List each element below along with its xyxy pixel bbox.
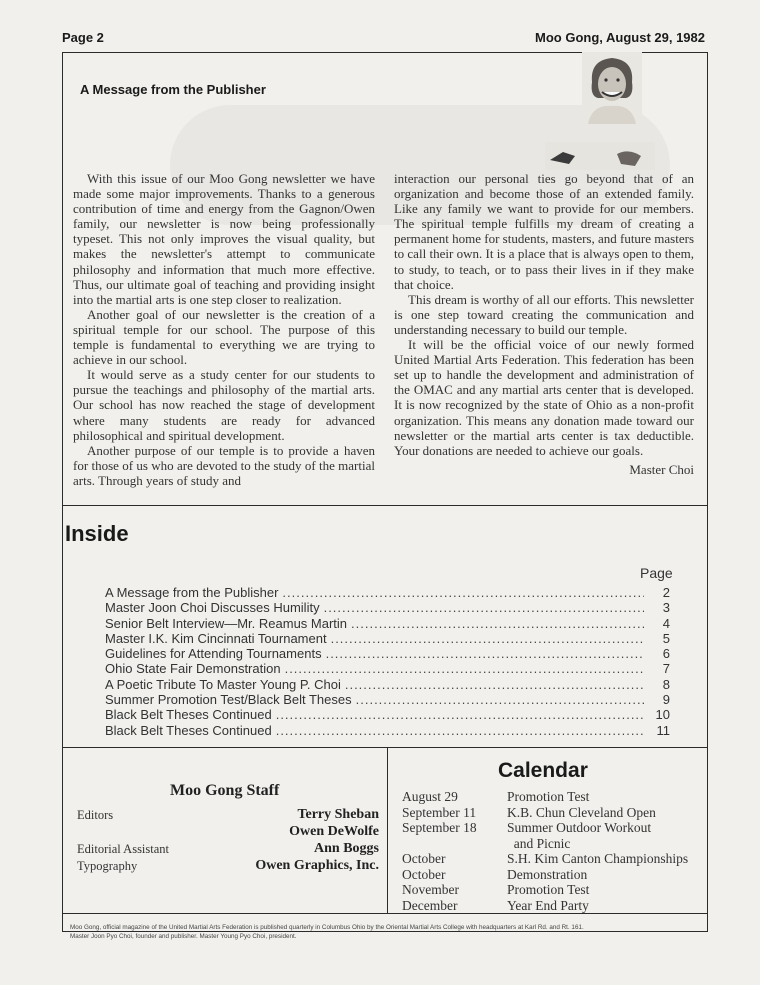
calendar-event	[402, 805, 707, 821]
toc-entry	[105, 631, 670, 646]
toc-entry-title: Ohio State Fair Demonstration	[105, 661, 281, 677]
toc-entry-page: 8	[662, 676, 670, 692]
calendar-event-name: Summer Outdoor Workout	[507, 820, 652, 835]
article-paragraph: Another purpose of our temple is to provide a haven for those of us who are devoted to the study of the martial arts. Through years of study and	[73, 442, 375, 488]
toc-entry-page: 3	[662, 600, 670, 616]
calendar-event	[402, 820, 707, 836]
staff-row	[77, 857, 379, 874]
staff-role: Editorial Assistant	[77, 842, 170, 856]
staff-role: Typography	[77, 859, 138, 873]
calendar-date	[402, 836, 507, 852]
toc-leader-dots	[282, 585, 644, 600]
inside-heading: Inside	[65, 521, 129, 546]
publication-dateline: Moo Gong, August 29, 1982	[535, 30, 705, 45]
toc-entry	[105, 616, 670, 631]
divider-staff-calendar	[387, 747, 388, 913]
toc-entry-title: Summer Promotion Test/Black Belt Theses	[105, 692, 352, 708]
calendar-date: December	[402, 897, 458, 913]
calendar-event-name: S.H. Kim Canton Championships	[507, 851, 689, 866]
calendar-date: September 11	[402, 804, 477, 820]
article-paragraph: Another goal of our newsletter is the creation of a spiritual temple for our school. The purpose of this temple is fundamental to everything we are trying to achieve in our school.	[73, 306, 375, 368]
article-paragraph: interaction our personal ties go beyond that of an organization and become those of an extended family. Like any family we want to provide for our members. The spiritual temple fulfills my dream of creating a permanent home for students, masters, and future masters to call their own. It is a place that is always open to them, to study, to teach, or to pass their lives in if they make that choice.	[394, 171, 694, 292]
staff-names	[255, 857, 379, 874]
staff-row	[77, 806, 379, 840]
toc-entry	[105, 661, 670, 676]
toc-leader-dots	[285, 661, 644, 676]
staff-name: Owen Graphics, Inc.	[255, 858, 379, 873]
article-paragraph: It would serve as a study center for our students to pursue the teachings and philosophy of the martial arts. Our school has now reached the stage of development where many students are ready for advanced philosophical and spiritual development.	[73, 367, 375, 443]
toc-leader-dots	[331, 631, 644, 646]
calendar-event-name: Promotion Test	[507, 882, 590, 897]
staff-name: Ann Boggs	[314, 841, 379, 856]
toc-entry-page: 7	[662, 661, 670, 677]
footer-line: Moo Gong, official magazine of the United Martial Arts Federation is published quarterly in Columbus Ohio by the Oriental Martial Arts College with headquarters at Karl Rd. and Rt. 161.	[70, 924, 584, 931]
toc-entry-title: A Message from the Publisher	[105, 585, 279, 600]
calendar-event-name: Year End Party	[507, 897, 589, 913]
staff-names	[289, 806, 379, 840]
publisher-hands-photo	[545, 142, 655, 170]
toc-entry-page: 11	[656, 722, 670, 738]
calendar-event-name: K.B. Chun Cleveland Open	[507, 804, 656, 820]
article-column-right	[394, 171, 694, 477]
staff-name: Owen DeWolfe	[289, 824, 379, 839]
divider-inside-bottom	[62, 747, 708, 748]
staff-row	[77, 840, 379, 857]
toc-leader-dots	[326, 646, 644, 661]
toc-entry	[105, 707, 670, 722]
toc-entry-page: 2	[662, 585, 670, 600]
article-title: A Message from the Publisher	[80, 82, 266, 97]
staff-list	[77, 806, 379, 874]
toc-entry	[105, 677, 670, 692]
staff-heading: Moo Gong Staff	[170, 782, 280, 799]
calendar-event	[402, 851, 707, 867]
toc-entry	[105, 646, 670, 661]
divider-footer	[62, 913, 708, 914]
calendar-heading: Calendar	[498, 759, 588, 782]
calendar-event	[402, 898, 707, 914]
divider-article-inside	[62, 505, 708, 506]
toc-entry	[105, 723, 670, 738]
toc-leader-dots	[356, 692, 644, 707]
article-paragraph: This dream is worthy of all our efforts. This newsletter is one step toward creating the communication and understanding necessary to build our temple.	[394, 291, 694, 337]
page-number: Page 2	[62, 30, 104, 45]
calendar-date: October	[402, 851, 446, 866]
toc-entry-page: 10	[655, 707, 670, 723]
toc-entry-title: Master Joon Choi Discusses Humility	[105, 600, 320, 616]
toc-entry-title: Senior Belt Interview—Mr. Reamus Martin	[105, 615, 348, 631]
article-paragraph: With this issue of our Moo Gong newsletter we have made some major improvements. Thanks to a generous contribution of time and energy from the Gagnon/Owen family, our newsletter is now being professionally typeset. This not only improves the visual quality, but makes the newsletter's attempt to communicate philosophy and information that much more effective. Thus, our ultimate goal of teaching and providing insight into the martial arts is one step closer to realization.	[73, 171, 375, 307]
staff-name: Terry Sheban	[297, 807, 379, 822]
footer-line: Master Joon Pyo Choi, founder and publisher. Master Young Pyo Choi, president.	[70, 933, 297, 940]
toc-entry-page: 9	[662, 692, 670, 708]
calendar-event-name: Promotion Test	[507, 789, 590, 804]
calendar-event	[402, 836, 707, 852]
publisher-photo	[582, 52, 642, 124]
calendar-list	[402, 789, 707, 913]
toc-entry-page: 4	[662, 615, 670, 631]
article-column-left	[73, 171, 375, 488]
toc-entry-title: Master I.K. Kim Cincinnati Tournament	[105, 630, 327, 646]
calendar-date: November	[402, 882, 459, 897]
toc-leader-dots	[276, 723, 644, 738]
toc-entry-title: Guidelines for Attending Tournaments	[105, 646, 322, 662]
toc-leader-dots	[324, 600, 644, 615]
calendar-event-name: Demonstration	[507, 866, 588, 882]
toc-entry	[105, 600, 670, 615]
toc-entry	[105, 585, 670, 600]
toc-entry-page: 5	[662, 630, 670, 646]
toc-page-column-header: Page	[640, 565, 673, 581]
toc-leader-dots	[351, 616, 644, 631]
masthead-footer	[70, 923, 700, 941]
staff-names	[314, 840, 379, 857]
toc-entry	[105, 692, 670, 707]
toc-entry-title: Black Belt Theses Continued	[105, 707, 272, 723]
table-of-contents	[105, 585, 670, 738]
calendar-event	[402, 867, 707, 883]
toc-leader-dots	[345, 677, 644, 692]
article-signature: Master Choi	[629, 461, 694, 477]
calendar-date: August 29	[402, 789, 458, 804]
calendar-date: October	[402, 866, 446, 882]
toc-leader-dots	[276, 707, 644, 722]
toc-entry-title: A Poetic Tribute To Master Young P. Choi	[105, 676, 341, 692]
toc-entry-title: Black Belt Theses Continued	[105, 722, 272, 738]
article-paragraph: It will be the official voice of our newly formed United Martial Arts Federation. This federation has been set up to handle the development and administration of the OMAC and any martial arts center that is developed. It is now recognized by the state of Ohio as a non-profit organization. This means any donation made toward our newsletter or the martial arts center is tax deductible. Your donations are needed to achieve our goals.	[394, 337, 694, 458]
calendar-date: September 18	[402, 820, 477, 835]
calendar-event	[402, 882, 707, 898]
calendar-event	[402, 789, 707, 805]
toc-entry-page: 6	[662, 646, 670, 662]
calendar-event-name: and Picnic	[507, 835, 571, 851]
staff-role: Editors	[77, 808, 114, 822]
